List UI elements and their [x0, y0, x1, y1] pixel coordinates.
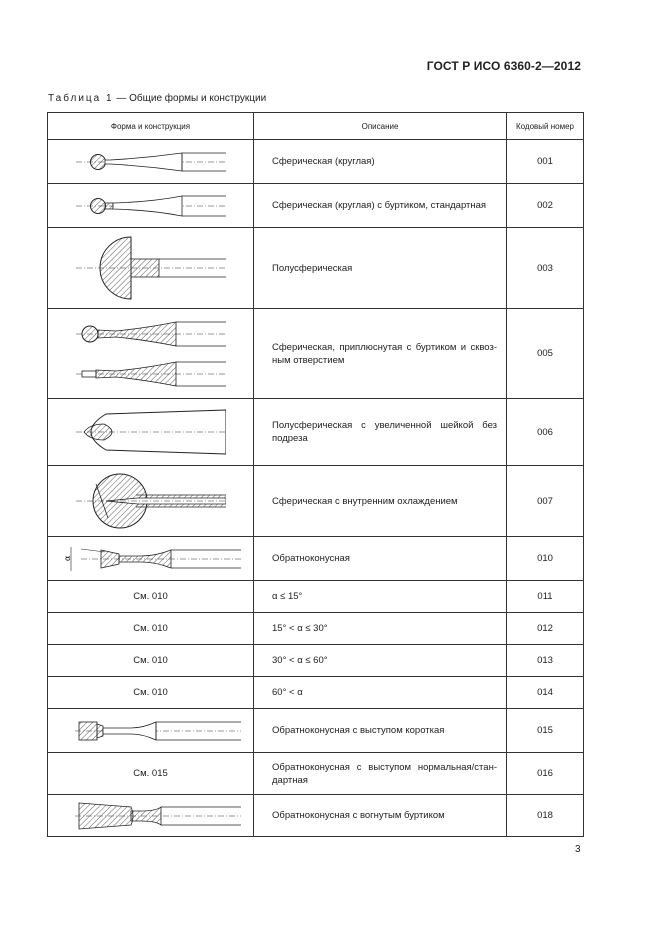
code-cell: 011	[507, 581, 584, 613]
code-cell: 012	[507, 613, 584, 645]
table-row	[48, 645, 584, 677]
shape-cell	[48, 228, 254, 309]
description-cell: 15° < α ≤ 30°	[254, 613, 507, 645]
shape-cell	[48, 795, 254, 837]
spherical-bur-icon	[76, 147, 226, 177]
hemispherical-bur-icon	[76, 233, 226, 303]
shape-cell	[48, 399, 254, 466]
description-cell: Обратноконусная	[254, 537, 507, 581]
inverted-cone-short-collar-icon	[61, 714, 241, 748]
shape-cell: См. 015	[48, 753, 254, 795]
description-cell: Сферическая, приплюснутая с буртиком и сквоз-ным отверстием	[254, 309, 507, 399]
description-cell: 30° < α ≤ 60°	[254, 645, 507, 677]
table-row	[48, 399, 584, 466]
hemispherical-extended-neck-icon	[76, 404, 226, 460]
standard-designation: ГОСТ Р ИСО 6360-2—2012	[426, 59, 581, 73]
table-row	[48, 466, 584, 537]
column-header-shape: Форма и конструкция	[48, 113, 254, 140]
table-row	[48, 537, 584, 581]
table-row	[48, 140, 584, 184]
shape-cell	[48, 184, 254, 228]
description-cell: 60° < α	[254, 677, 507, 709]
page-number: 3	[575, 844, 581, 855]
table-row	[48, 677, 584, 709]
table-row	[48, 795, 584, 837]
table-row	[48, 184, 584, 228]
table-header-row	[48, 113, 584, 140]
description-cell: Сферическая с внутренним охлаждением	[254, 466, 507, 537]
spherical-bur-collar-icon	[76, 191, 226, 221]
description-cell: Обратноконусная с выступом короткая	[254, 709, 507, 753]
inverted-cone-concave-collar-icon	[61, 799, 241, 833]
shape-cell	[48, 466, 254, 537]
table-row	[48, 581, 584, 613]
description-cell: Обратноконусная с вогнутым буртиком	[254, 795, 507, 837]
table-caption-prefix: Таблица 1	[48, 93, 114, 104]
table-row	[48, 228, 584, 309]
shape-cell	[48, 537, 254, 581]
table-row	[48, 753, 584, 795]
shape-cell: См. 010	[48, 677, 254, 709]
description-cell: Сферическая (круглая)	[254, 140, 507, 184]
shape-cell: См. 010	[48, 645, 254, 677]
code-cell: 010	[507, 537, 584, 581]
description-cell: Сферическая (круглая) с буртиком, стандартная	[254, 184, 507, 228]
code-cell: 018	[507, 795, 584, 837]
code-cell: 013	[507, 645, 584, 677]
shape-cell: См. 010	[48, 581, 254, 613]
code-cell: 014	[507, 677, 584, 709]
code-cell: 016	[507, 753, 584, 795]
shape-cell	[48, 309, 254, 399]
code-cell: 001	[507, 140, 584, 184]
code-cell: 006	[507, 399, 584, 466]
shapes-table	[47, 112, 584, 837]
code-cell: 002	[507, 184, 584, 228]
description-cell: Обратноконусная с выступом нормальная/стан-дартная	[254, 753, 507, 795]
description-cell: Полусферическая	[254, 228, 507, 309]
angle-label: α	[62, 555, 72, 561]
description-cell: Полусферическая с увеличенной шейкой без подреза	[254, 399, 507, 466]
shape-cell	[48, 709, 254, 753]
description-cell: α ≤ 15°	[254, 581, 507, 613]
code-cell: 015	[507, 709, 584, 753]
table-row	[48, 709, 584, 753]
code-cell: 005	[507, 309, 584, 399]
inverted-cone-icon	[61, 542, 241, 576]
spherical-cooling-icon	[76, 470, 226, 532]
flattened-spherical-bur-icon	[76, 314, 226, 394]
code-cell: 003	[507, 228, 584, 309]
table-caption	[48, 93, 266, 104]
shape-cell: См. 010	[48, 613, 254, 645]
table-row	[48, 309, 584, 399]
column-header-description: Описание	[254, 113, 507, 140]
table-caption-text: — Общие формы и конструкции	[113, 93, 267, 104]
table-row	[48, 613, 584, 645]
column-header-code: Кодовый номер	[507, 113, 584, 140]
code-cell: 007	[507, 466, 584, 537]
shape-cell	[48, 140, 254, 184]
